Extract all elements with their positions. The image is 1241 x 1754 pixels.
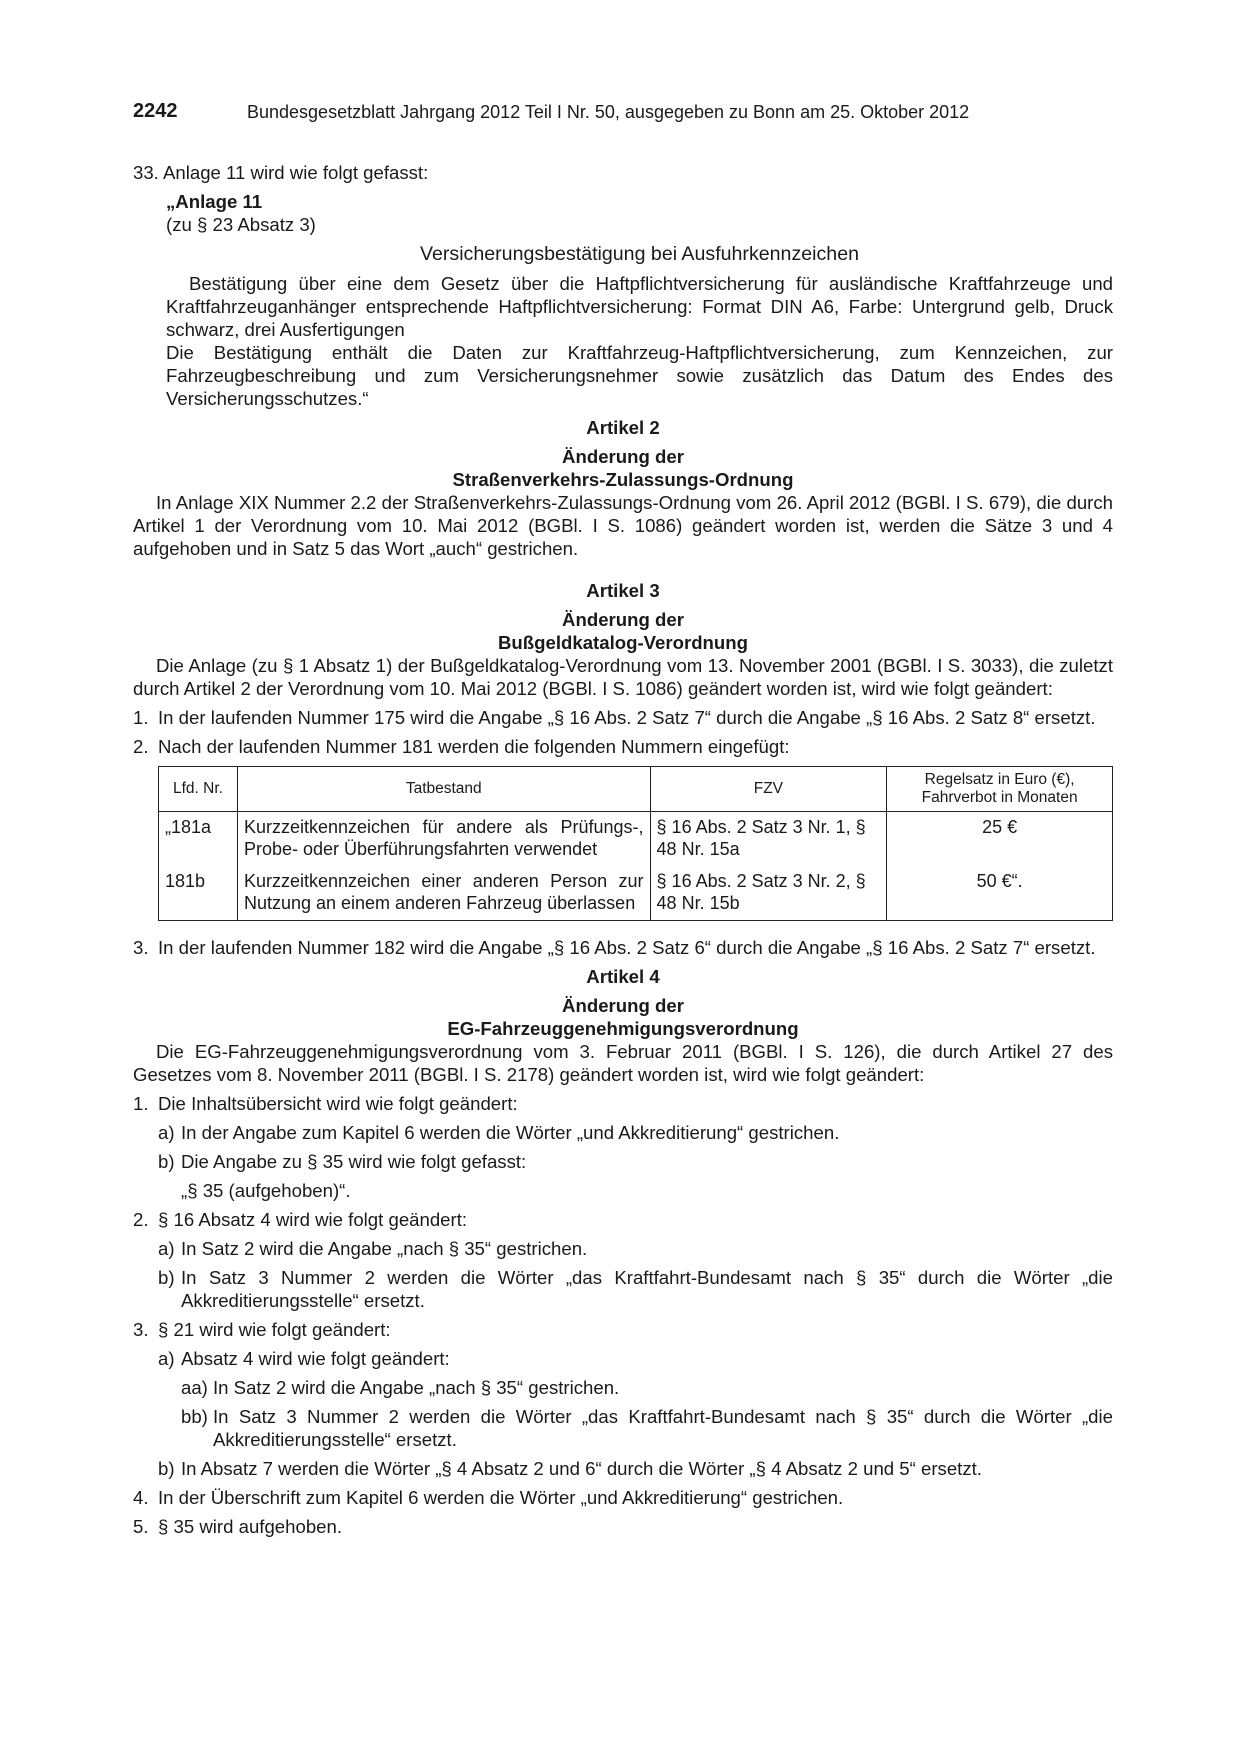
cell-tatbestand: Kurzzeitkennzeichen einer anderen Person zur Nutzung an einem anderen Fahrzeug überlassen xyxy=(237,866,650,921)
item-number: a) xyxy=(158,1122,175,1143)
item-text: § 21 wird wie folgt geändert: xyxy=(158,1319,391,1340)
artikel-4-title-line-1: Änderung der xyxy=(562,995,684,1016)
item-number: 3. xyxy=(133,1319,149,1340)
page-number: 2242 xyxy=(133,100,178,122)
column-header-lfd-nr: Lfd. Nr. xyxy=(159,767,238,812)
item-text: In Satz 2 wird die Angabe „nach § 35“ gestrichen. xyxy=(213,1377,620,1398)
artikel-2-text: In Anlage XIX Nummer 2.2 der Straßenverkehrs-Zulassungs-Ordnung vom 26. April 2012 (BGBl. I S. 679), die durch Artikel 1 der Verordnung vom 10. Mai 2012 (BGBl. I S. 1086) geändert worden ist, werden die Sätze 3 und 4 aufgehoben und in Satz 5 das Wort „auch“ gestrichen. xyxy=(133,492,1113,559)
column-header-regelsatz: Regelsatz in Euro (€), Fahrverbot in Monaten xyxy=(887,767,1113,812)
item-text: Die Inhaltsübersicht wird wie folgt geändert: xyxy=(158,1093,518,1114)
anlage-paragraph-1: Bestätigung über eine dem Gesetz über die Haftpflichtversicherung für ausländische Kraftfahrzeuge und Kraftfahrzeuganhänger entsprechende Haftpflichtversicherung: Format DIN A6, Farbe: Untergrund gelb, Druck schwarz, drei Ausfertigungen xyxy=(166,273,1113,340)
item-1b-quote: „§ 35 (aufgehoben)“. xyxy=(181,1180,351,1201)
artikel-4-title-line-2: EG-Fahrzeuggenehmigungsverordnung xyxy=(447,1018,799,1039)
artikel-2-title-line-1: Änderung der xyxy=(562,446,684,467)
artikel-4-item-3b xyxy=(158,1457,1113,1480)
artikel-3-item-2 xyxy=(133,735,1113,758)
item-number: 5. xyxy=(133,1516,149,1537)
item-number: 2. xyxy=(133,1209,149,1230)
table-header-row xyxy=(159,767,1113,812)
item-number: a) xyxy=(158,1238,175,1259)
item-text: In Satz 3 Nummer 2 werden die Wörter „das Kraftfahrt-Bundesamt nach § 35“ durch die Wörter „die Akkreditierungsstelle“ ersetzt. xyxy=(181,1267,1113,1311)
cell-regelsatz: 50 €“. xyxy=(887,866,1113,921)
item-text: In Absatz 7 werden die Wörter „§ 4 Absatz 2 und 6“ durch die Wörter „§ 4 Absatz 2 und 5“ ersetzt. xyxy=(181,1458,982,1479)
item-number: b) xyxy=(158,1267,175,1288)
anlage-heading: Versicherungsbestätigung bei Ausfuhrkennzeichen xyxy=(420,243,859,265)
bussgeld-table xyxy=(158,766,1113,921)
table-row xyxy=(159,866,1113,921)
artikel-4-item-1 xyxy=(133,1092,1113,1115)
artikel-4-item-4 xyxy=(133,1486,1113,1509)
item-text: § 16 Absatz 4 wird wie folgt geändert: xyxy=(158,1209,468,1230)
artikel-4-item-3a-bb xyxy=(181,1405,1113,1451)
item-number: b) xyxy=(158,1151,175,1172)
anlage-paragraph-2: Die Bestätigung enthält die Daten zur Kraftfahrzeug-Haftpflichtversicherung, zum Kennzeichen, zur Fahrzeugbeschreibung und zum Versicherungsnehmer sowie zusätzlich das Datum des Endes des Versicherungsschutzes.“ xyxy=(166,342,1113,409)
artikel-4-item-1a xyxy=(158,1121,1113,1144)
cell-fzv: § 16 Abs. 2 Satz 3 Nr. 1, § 48 Nr. 15a xyxy=(650,812,887,867)
cell-regelsatz: 25 € xyxy=(887,812,1113,867)
anlage-title: „Anlage 11 xyxy=(166,191,263,212)
item-number: 3. xyxy=(133,937,149,958)
artikel-4-item-2a xyxy=(158,1237,1113,1260)
anlage-11-block xyxy=(166,190,1113,410)
item-number: aa) xyxy=(181,1377,208,1398)
cell-lfd-nr: 181b xyxy=(159,866,238,921)
item-text: In der laufenden Nummer 175 wird die Angabe „§ 16 Abs. 2 Satz 7“ durch die Angabe „§ 16 Abs. 2 Satz 8“ ersetzt. xyxy=(158,707,1096,728)
page-content xyxy=(133,161,1113,1538)
item-number: 1. xyxy=(133,1093,149,1114)
item-text: In Satz 2 wird die Angabe „nach § 35“ gestrichen. xyxy=(181,1238,588,1259)
item-33-text: 33. Anlage 11 wird wie folgt gefasst: xyxy=(133,162,429,183)
item-text: In der Überschrift zum Kapitel 6 werden die Wörter „und Akkreditierung“ gestrichen. xyxy=(158,1487,844,1508)
column-header-fzv: FZV xyxy=(650,767,887,812)
artikel-3-item-3 xyxy=(133,936,1113,959)
item-text: Die Angabe zu § 35 wird wie folgt gefasst: xyxy=(181,1151,527,1172)
artikel-4-item-3 xyxy=(133,1318,1113,1341)
table-row xyxy=(159,812,1113,867)
item-text: In Satz 3 Nummer 2 werden die Wörter „das Kraftfahrt-Bundesamt nach § 35“ durch die Wörter „die Akkreditierungsstelle“ ersetzt. xyxy=(213,1406,1113,1450)
item-number: a) xyxy=(158,1348,175,1369)
artikel-4-item-2 xyxy=(133,1208,1113,1231)
item-text: Absatz 4 wird wie folgt geändert: xyxy=(181,1348,450,1369)
artikel-4-item-5 xyxy=(133,1515,1113,1538)
artikel-3-title-line-1: Änderung der xyxy=(562,609,684,630)
item-number: 1. xyxy=(133,707,149,728)
page-header xyxy=(133,100,1113,126)
artikel-3-title-line-2: Bußgeldkatalog-Verordnung xyxy=(498,632,748,653)
cell-tatbestand: Kurzzeitkennzeichen für andere als Prüfungs-, Probe- oder Überführungsfahrten verwendet xyxy=(237,812,650,867)
cell-lfd-nr: „181a xyxy=(159,812,238,867)
artikel-4-item-3a xyxy=(158,1347,1113,1370)
artikel-3-item-1 xyxy=(133,706,1113,729)
item-text: In der laufenden Nummer 182 wird die Angabe „§ 16 Abs. 2 Satz 6“ durch die Angabe „§ 16 Abs. 2 Satz 7“ ersetzt. xyxy=(158,937,1096,958)
item-number: 4. xyxy=(133,1487,149,1508)
artikel-4-item-2b xyxy=(158,1266,1113,1312)
item-number: bb) xyxy=(181,1406,208,1427)
column-header-tatbestand: Tatbestand xyxy=(237,767,650,812)
item-text: § 35 wird aufgehoben. xyxy=(158,1516,343,1537)
artikel-3-intro: Die Anlage (zu § 1 Absatz 1) der Bußgeldkatalog-Verordnung vom 13. November 2001 (BGBl. I S. 3033), die zuletzt durch Artikel 2 der Verordnung vom 10. Mai 2012 (BGBl. I S. 1086) geändert worden ist, wird wie folgt geändert: xyxy=(133,655,1113,699)
item-text: In der Angabe zum Kapitel 6 werden die Wörter „und Akkreditierung“ gestrichen. xyxy=(181,1122,840,1143)
cell-fzv: § 16 Abs. 2 Satz 3 Nr. 2, § 48 Nr. 15b xyxy=(650,866,887,921)
anlage-reference: (zu § 23 Absatz 3) xyxy=(166,214,316,235)
item-text: Nach der laufenden Nummer 181 werden die folgenden Nummern eingefügt: xyxy=(158,736,790,757)
artikel-2-label: Artikel 2 xyxy=(586,417,660,438)
artikel-4-intro: Die EG-Fahrzeuggenehmigungsverordnung vom 3. Februar 2011 (BGBl. I S. 126), die durch Artikel 27 des Gesetzes vom 8. November 2011 (BGBl. I S. 2178) geändert worden ist, wird wie folgt geändert: xyxy=(133,1041,1113,1085)
artikel-4-label: Artikel 4 xyxy=(586,966,660,987)
publication-line: Bundesgesetzblatt Jahrgang 2012 Teil I Nr. 50, ausgegeben zu Bonn am 25. Oktober 2012 xyxy=(247,102,970,122)
artikel-4-item-1b xyxy=(158,1150,1113,1173)
artikel-3-label: Artikel 3 xyxy=(586,580,660,601)
artikel-2-title-line-2: Straßenverkehrs-Zulassungs-Ordnung xyxy=(452,469,794,490)
artikel-4-item-3a-aa xyxy=(181,1376,1113,1399)
item-number: b) xyxy=(158,1458,175,1479)
item-number: 2. xyxy=(133,736,149,757)
